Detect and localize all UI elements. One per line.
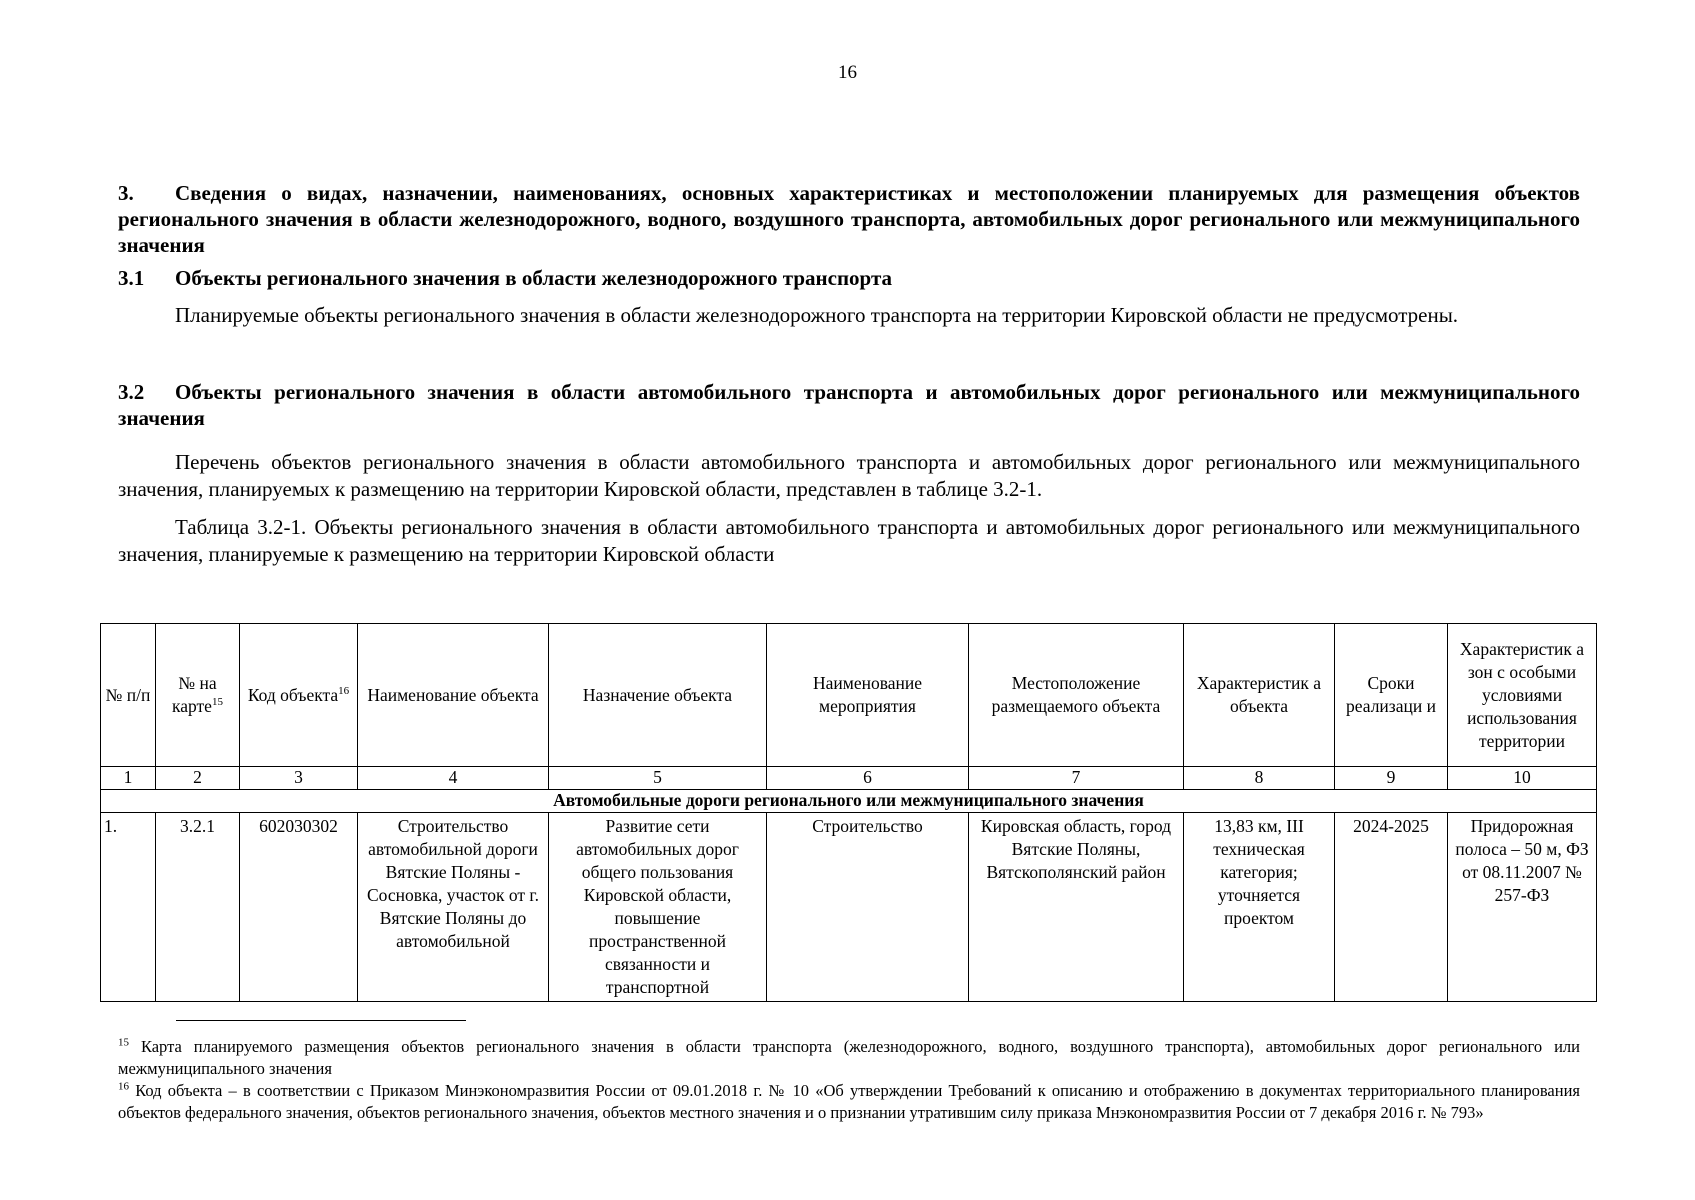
footnote-separator (176, 1020, 466, 1021)
footnote-16 (118, 1080, 1580, 1124)
footnote-15-text: Карта планируемого размещения объектов регионального значения в области транспорта (железнодорожного, водного, воздушного транспорта), автомобильных дорог регионального или межмуниципального значения (118, 1037, 1580, 1078)
cell-characteristics: 13,83 км, III техническая категория; уточняется проектом (1184, 813, 1335, 1002)
footnote-ref-16: 16 (338, 684, 350, 697)
column-number: 3 (240, 767, 358, 790)
header-event-name: Наименование мероприятия (767, 624, 969, 767)
column-number: 5 (549, 767, 767, 790)
section-3-heading (118, 180, 1580, 258)
column-number: 8 (1184, 767, 1335, 790)
cell-event-name: Строительство (767, 813, 969, 1002)
section-3-2-number: 3.2 (118, 380, 145, 404)
section-3-1-heading (118, 265, 1580, 291)
cell-zones: Придорожная полоса – 50 м, ФЗ от 08.11.2007 № 257-ФЗ (1448, 813, 1597, 1002)
cell-object-code: 602030302 (240, 813, 358, 1002)
cell-object-purpose: Развитие сети автомобильных дорог общего пользования Кировской области, повышение пространственной связанности и транспортной (549, 813, 767, 1002)
section-3-1-paragraph (118, 302, 1580, 329)
header-zones: Характеристик а зон с особыми условиями использования территории (1448, 624, 1597, 767)
section-3-2-title: Объекты регионального значения в области автомобильного транспорта и автомобильных дорог регионального или межмуниципального значения (118, 380, 1580, 430)
column-number: 10 (1448, 767, 1597, 790)
column-number: 1 (101, 767, 156, 790)
section-3-2-text: Перечень объектов регионального значения в области автомобильного транспорта и автомобильных дорог регионального или межмуниципального значения, планируемых к размещению на территории Кировской области, представлен в таблице 3.2-1. (118, 450, 1580, 501)
header-number: № п/п (101, 624, 156, 767)
column-number: 9 (1335, 767, 1448, 790)
header-object-code: Код объекта$^{16}$ (240, 624, 358, 767)
header-map-number: № на карте$^{15}$ (156, 624, 240, 767)
section-3-1-number: 3.1 (118, 266, 145, 290)
footnote-16-mark: 16 (118, 1080, 129, 1093)
section-3-2-heading (118, 379, 1580, 431)
header-terms: Сроки реализаци и (1335, 624, 1448, 767)
cell-number: 1. (101, 813, 156, 1002)
column-number: 2 (156, 767, 240, 790)
section-3-2-paragraph (118, 449, 1580, 503)
table-section-row (101, 790, 1597, 813)
table-caption-text: Таблица 3.2-1. Объекты регионального значения в области автомобильного транспорта и автомобильных дорог регионального или межмуниципального значения, планируемые к размещению на территории Кировской области (118, 515, 1580, 566)
column-number: 4 (358, 767, 549, 790)
footnote-ref-15: 15 (211, 696, 223, 709)
header-location: Местоположение размещаемого объекта (969, 624, 1184, 767)
column-number-row (101, 767, 1597, 790)
section-3-number: 3. (118, 181, 134, 205)
column-number: 6 (767, 767, 969, 790)
footnote-15 (118, 1036, 1580, 1080)
section-3-title: Сведения о видах, назначении, наименованиях, основных характеристиках и местоположении планируемых для размещения объектов регионального значения в области железнодорожного, водного, воздушного транспорта, автомобильных дорог регионального или межмуниципального значения (118, 181, 1580, 257)
table-row (101, 813, 1597, 1002)
section-3-1-title: Объекты регионального значения в области железнодорожного транспорта (175, 266, 893, 290)
footnote-15-mark: 15 (118, 1036, 129, 1049)
column-number: 7 (969, 767, 1184, 790)
header-object-purpose: Назначение объекта (549, 624, 767, 767)
table-section-title: Автомобильные дороги регионального или межмуниципального значения (101, 790, 1597, 813)
table-header-row (101, 624, 1597, 767)
page-number: 16 (838, 62, 857, 83)
objects-table (100, 623, 1597, 1002)
cell-location: Кировская область, город Вятские Поляны, Вятскополянский район (969, 813, 1184, 1002)
footnote-16-text: Код объекта – в соответствии с Приказом Минэкономразвития России от 09.01.2018 г. № 10 «Об утверждении Требований к описанию и отображению в документах территориального планирования объектов федерального значения, объектов регионального значения, объектов местного значения и о признании утратившим силу приказа Мнэкономразвития России от 7 декабря 2016 г. № 793» (118, 1081, 1580, 1122)
cell-object-name: Строительство автомобильной дороги Вятские Поляны - Сосновка, участок от г. Вятские Поляны до автомобильной (358, 813, 549, 1002)
cell-map-number: 3.2.1 (156, 813, 240, 1002)
table-caption (118, 514, 1580, 568)
header-characteristics: Характеристик а объекта (1184, 624, 1335, 767)
cell-terms: 2024-2025 (1335, 813, 1448, 1002)
section-3-1-text: Планируемые объекты регионального значения в области железнодорожного транспорта на территории Кировской области не предусмотрены. (175, 303, 1459, 327)
header-object-name: Наименование объекта (358, 624, 549, 767)
